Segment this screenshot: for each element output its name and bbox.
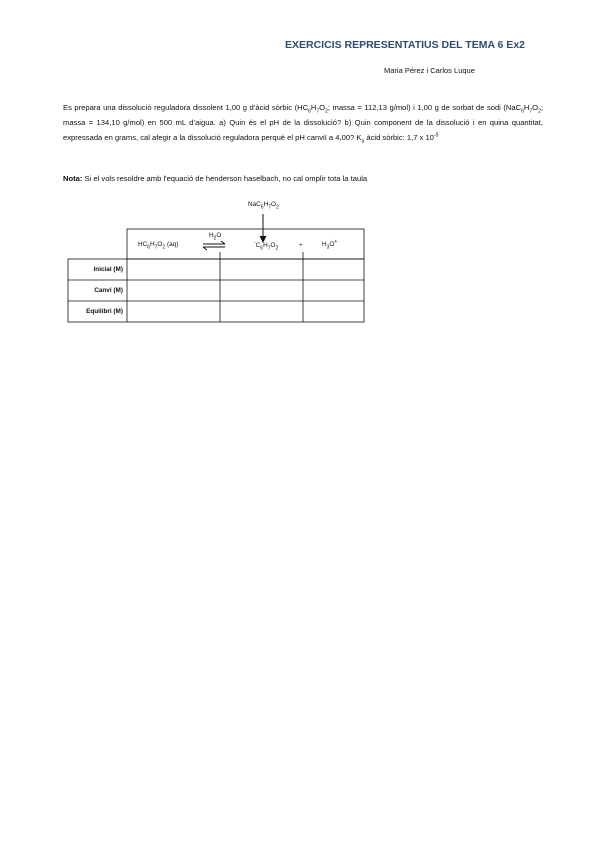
- problem-text-2: ; massa = 112,13 g/mol) i 1,00 g de sorbat de sodi (: [327, 103, 506, 112]
- ka-symbol: $K_a$: [356, 133, 365, 145]
- water-label: $H_2O$: [209, 232, 222, 242]
- note-text: Si el vols resoldre amb l'equació de henderson haselbach, no cal omplir tota la taula: [82, 174, 368, 183]
- authors: Maria Pérez i Carlos Luque: [384, 66, 475, 75]
- plus-sign: +: [299, 242, 303, 249]
- row-label-canvi: Canvi (M): [94, 287, 123, 294]
- ka-exponent: -5: [433, 132, 439, 139]
- added-species: $NaC_6H_7O_2$: [248, 201, 279, 211]
- reactant-label: $HC_6H_7O_2$ (aq): [138, 241, 179, 251]
- product2-label: $H_3O^+$: [322, 238, 338, 251]
- problem-text-3: ; massa = 134,10 g/mol) en 500 mL d’aigua. a) Quin és el pH de la dissolució? b) Quin component de la dissolució i en quina quantitat, expressada en grams, cal afegir a la dissolució reguladora perquè el pH canviï a 4,00?: [63, 103, 543, 142]
- row-label-inicial: Inicial (M): [93, 266, 123, 273]
- problem-text-4: àcid sòrbic: 1,7 x 10: [364, 133, 434, 142]
- problem-text-1: Es prepara una dissolució reguladora dissolent 1,00 g d’àcid sòrbic (: [63, 103, 298, 112]
- note-label: Nota:: [63, 174, 83, 183]
- sorbic-acid-formula: $HC_6H_7O_2$: [297, 103, 328, 115]
- document-title: EXERCICIS REPRESENTATIUS DEL TEMA 6 Ex2: [285, 39, 525, 51]
- product1-label: $^-C_6H_7O_2$: [254, 239, 279, 252]
- equilibrium-arrows: [203, 241, 225, 250]
- row-label-equilibri: Equilibri (M): [86, 308, 123, 315]
- sodium-sorbate-formula: $NaC_6H_7O_2$: [505, 103, 541, 115]
- addition-arrow: [260, 214, 267, 243]
